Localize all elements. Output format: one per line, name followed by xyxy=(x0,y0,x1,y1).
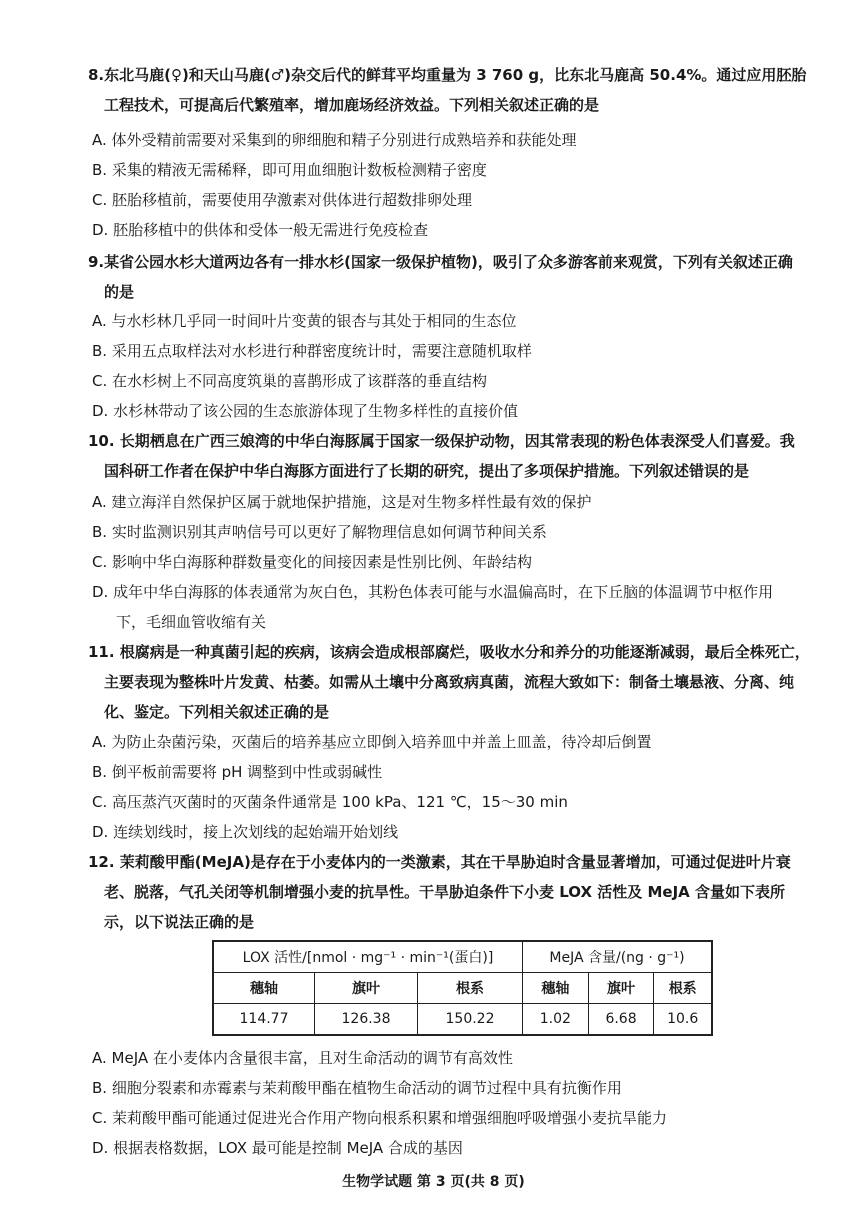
option-11a: A. 为防止杂菌污染，灭菌后的培养基应立即倒入培养皿中并盖上皿盖，待冷却后倒置 xyxy=(92,733,652,751)
stem-line: 的是 xyxy=(104,283,135,301)
question-8-stem xyxy=(88,60,828,120)
question-11-stem xyxy=(88,637,828,727)
lox-meja-table xyxy=(212,940,713,1036)
data-table-wrap xyxy=(212,940,713,1036)
page-footer: 生物学试题 第 3 页(共 8 页) xyxy=(342,1174,525,1190)
option-8b: B. 采集的精液无需稀释，即可用血细胞计数板检测精子密度 xyxy=(92,161,487,179)
option-10c: C. 影响中华白海豚种群数量变化的间接因素是性别比例、年龄结构 xyxy=(92,553,533,571)
option-9b: B. 采用五点取样法对水杉进行种群密度统计时，需要注意随机取样 xyxy=(92,342,532,360)
table-cell: 穗轴 xyxy=(213,973,315,1004)
meja-header: MeJA 含量/(ng · g⁻¹) xyxy=(523,941,713,973)
stem-line: 示，以下说法正确的是 xyxy=(104,913,255,931)
stem-line: 10. 长期栖息在广西三娘湾的中华白海豚属于国家一级保护动物，因其常表现的粉色体表深受人们喜爱。我 xyxy=(88,432,795,450)
option-8a: A. 体外受精前需要对采集到的卵细胞和精子分别进行成熟培养和获能处理 xyxy=(92,131,577,149)
table-cell: 114.77 xyxy=(213,1004,315,1036)
table-cell: 6.68 xyxy=(588,1004,654,1036)
stem-line: 8.东北马鹿(♀)和天山马鹿(♂)杂交后代的鲜茸平均重量为 3 760 g，比东北马鹿高 50.4%。通过应用胚胎 xyxy=(88,66,807,84)
table-cell: 150.22 xyxy=(418,1004,523,1036)
option-12c: C. 茉莉酸甲酯可能通过促进光合作用产物向根系积累和增强细胞呼吸增强小麦抗旱能力 xyxy=(92,1109,668,1127)
table-cell: 10.6 xyxy=(654,1004,712,1036)
option-9c: C. 在水杉树上不同高度筑巢的喜鹊形成了该群落的垂直结构 xyxy=(92,372,488,390)
option-9a: A. 与水杉林几乎同一时间叶片变黄的银杏与其处于相同的生态位 xyxy=(92,312,517,330)
stem-line: 9.某省公园水杉大道两边各有一排水杉(国家一级保护植物)，吸引了众多游客前来观赏，下列有关叙述正确 xyxy=(88,253,793,271)
table-cell: 1.02 xyxy=(523,1004,589,1036)
option-10d-continued: 下，毛细血管收缩有关 xyxy=(116,613,267,631)
stem-line: 主要表现为整株叶片发黄、枯萎。如需从土壤中分离致病真菌，流程大致如下：制备土壤悬液、分离、纯 xyxy=(104,673,795,691)
table-header-row xyxy=(213,941,712,973)
question-10-stem xyxy=(88,426,828,486)
table-cell: 根系 xyxy=(654,973,712,1004)
stem-line: 化、鉴定。下列相关叙述正确的是 xyxy=(104,703,330,721)
table-cell: 穗轴 xyxy=(523,973,589,1004)
table-cell: 根系 xyxy=(418,973,523,1004)
table-row xyxy=(213,1004,712,1036)
option-10a: A. 建立海洋自然保护区属于就地保护措施，这是对生物多样性最有效的保护 xyxy=(92,493,592,511)
question-12-stem xyxy=(88,847,828,937)
option-12b: B. 细胞分裂素和赤霉素与茉莉酸甲酯在植物生命活动的调节过程中具有抗衡作用 xyxy=(92,1079,622,1097)
option-12a: A. MeJA 在小麦体内含量很丰富，且对生命活动的调节有高效性 xyxy=(92,1049,513,1067)
stem-line: 国科研工作者在保护中华白海豚方面进行了长期的研究，提出了多项保护措施。下列叙述错误的是 xyxy=(104,462,750,480)
table-cell: 旗叶 xyxy=(588,973,654,1004)
option-12d: D. 根据表格数据，LOX 最可能是控制 MeJA 合成的基因 xyxy=(92,1139,463,1157)
table-cell: 126.38 xyxy=(315,1004,418,1036)
option-8c: C. 胚胎移植前，需要使用孕激素对供体进行超数排卵处理 xyxy=(92,191,473,209)
option-9d: D. 水杉林带动了该公园的生态旅游体现了生物多样性的直接价值 xyxy=(92,402,519,420)
stem-line: 工程技术，可提高后代繁殖率，增加鹿场经济效益。下列相关叙述正确的是 xyxy=(104,96,600,114)
question-9-stem xyxy=(88,247,828,307)
option-11d: D. 连续划线时，接上次划线的起始端开始划线 xyxy=(92,823,399,841)
table-cell: 旗叶 xyxy=(315,973,418,1004)
stem-line: 老、脱落，气孔关闭等机制增强小麦的抗旱性。干旱胁迫条件下小麦 LOX 活性及 MeJA 含量如下表所 xyxy=(104,883,785,901)
option-11b: B. 倒平板前需要将 pH 调整到中性或弱碱性 xyxy=(92,763,383,781)
option-10d: D. 成年中华白海豚的体表通常为灰白色，其粉色体表可能与水温偏高时，在下丘脑的体温调节中枢作用 xyxy=(92,583,774,601)
stem-line: 11. 根腐病是一种真菌引起的疾病，该病会造成根部腐烂，吸收水分和养分的功能逐渐减弱，最后全株死亡， xyxy=(88,643,810,661)
stem-line: 12. 茉莉酸甲酯(MeJA)是存在于小麦体内的一类激素，其在干旱胁迫时含量显著增加，可通过促进叶片衰 xyxy=(88,853,791,871)
option-11c: C. 高压蒸汽灭菌时的灭菌条件通常是 100 kPa、121 ℃，15～30 min xyxy=(92,793,568,811)
lox-header: LOX 活性/[nmol · mg⁻¹ · min⁻¹(蛋白)] xyxy=(213,941,523,973)
option-8d: D. 胚胎移植中的供体和受体一般无需进行免疫检查 xyxy=(92,221,429,239)
option-10b: B. 实时监测识别其声呐信号可以更好了解物理信息如何调节种间关系 xyxy=(92,523,547,541)
table-subheader-row xyxy=(213,973,712,1004)
